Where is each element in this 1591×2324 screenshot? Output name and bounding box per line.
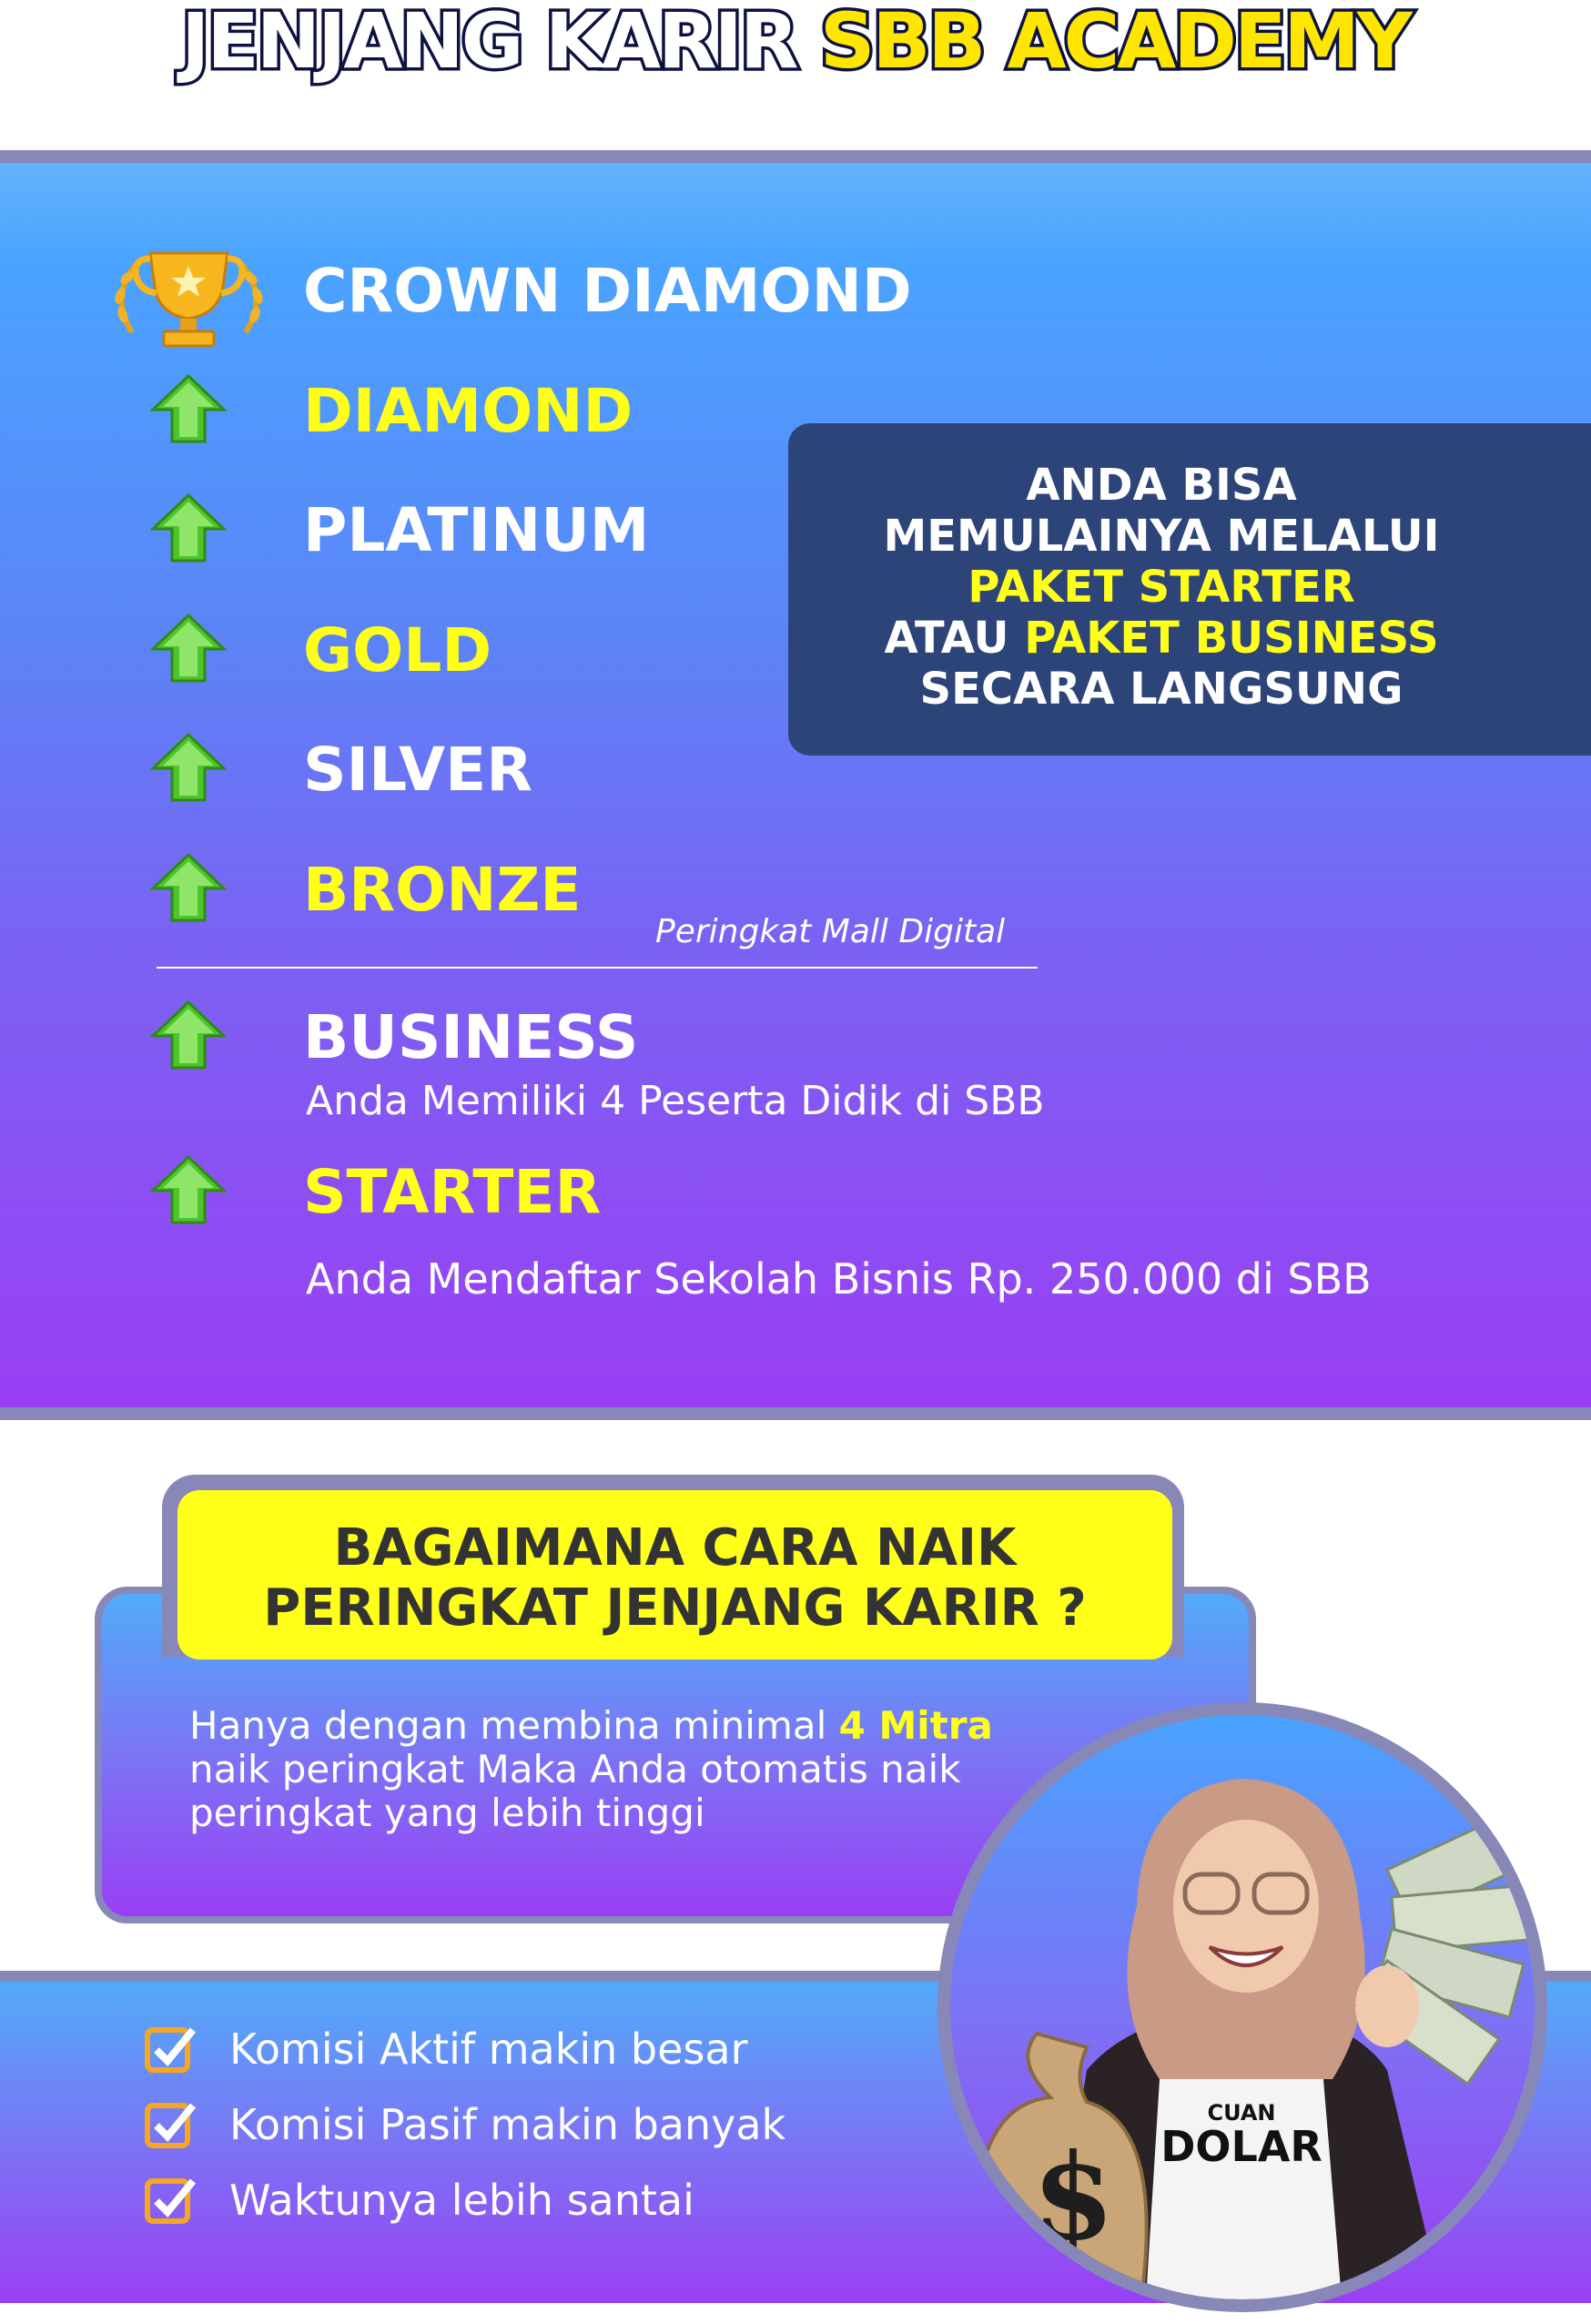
- shirt-text-line2: DOLAR: [1160, 2122, 1322, 2171]
- rank-starter: STARTER: [303, 1157, 602, 1227]
- checkbox-icon: [144, 2098, 197, 2151]
- checkbox-icon: [144, 2174, 197, 2227]
- up-arrow-icon: [150, 373, 227, 444]
- up-arrow-icon: [150, 852, 227, 923]
- rank-bronze: BRONZE: [303, 855, 582, 925]
- question-text: BAGAIMANA CARA NAIK PERINGKAT JENJANG KARIR ?: [263, 1518, 1087, 1638]
- up-arrow-icon: [150, 492, 227, 563]
- starter-note: Anda Mendaftar Sekolah Bisnis Rp. 250.000 di SBB: [306, 1254, 1372, 1304]
- up-arrow-icon: [150, 1154, 227, 1225]
- mall-digital-caption: Peringkat Mall Digital: [655, 913, 1006, 950]
- info-box-text: ANDA BISA MEMULAINYA MELALUI PAKET STARTER ATAU PAKET BUSINESS SECARA LANGSUNG: [883, 460, 1440, 715]
- divider: [157, 967, 1038, 969]
- svg-text:$: $: [1032, 2127, 1115, 2267]
- page-title: [0, 0, 1591, 91]
- rank-business: BUSINESS: [303, 1002, 639, 1072]
- business-note: Anda Memiliki 4 Peserta Didik di SBB: [306, 1078, 1045, 1124]
- rank-diamond: DIAMOND: [303, 376, 633, 446]
- rank-gold: GOLD: [303, 615, 492, 685]
- rank-platinum: PLATINUM: [303, 495, 650, 565]
- trophy-icon: [100, 246, 278, 355]
- title-yellow: SBB ACADEMY: [819, 0, 1410, 86]
- up-arrow-icon: [150, 732, 227, 803]
- benefit-item: Waktunya lebih santai: [229, 2176, 694, 2225]
- shirt-text-line1: CUAN: [1207, 2100, 1276, 2126]
- title-white: JENJANG KARIR: [181, 0, 796, 86]
- up-arrow-icon: [150, 1000, 227, 1071]
- up-arrow-icon: [150, 613, 227, 684]
- benefit-item: Komisi Aktif makin besar: [229, 2025, 748, 2074]
- benefit-item: Komisi Pasif makin banyak: [229, 2100, 786, 2149]
- rank-silver: SILVER: [303, 735, 533, 805]
- photo-circle: [950, 1715, 1535, 2299]
- rank-crown-diamond: CROWN DIAMOND: [303, 256, 912, 326]
- description-text: Hanya dengan membina minimal 4 Mitra naik peringkat Maka Anda otomatis naik peringkat yang lebih tinggi: [189, 1703, 993, 1835]
- person-illustration: [950, 1715, 1535, 2299]
- checkbox-icon: [144, 2023, 197, 2075]
